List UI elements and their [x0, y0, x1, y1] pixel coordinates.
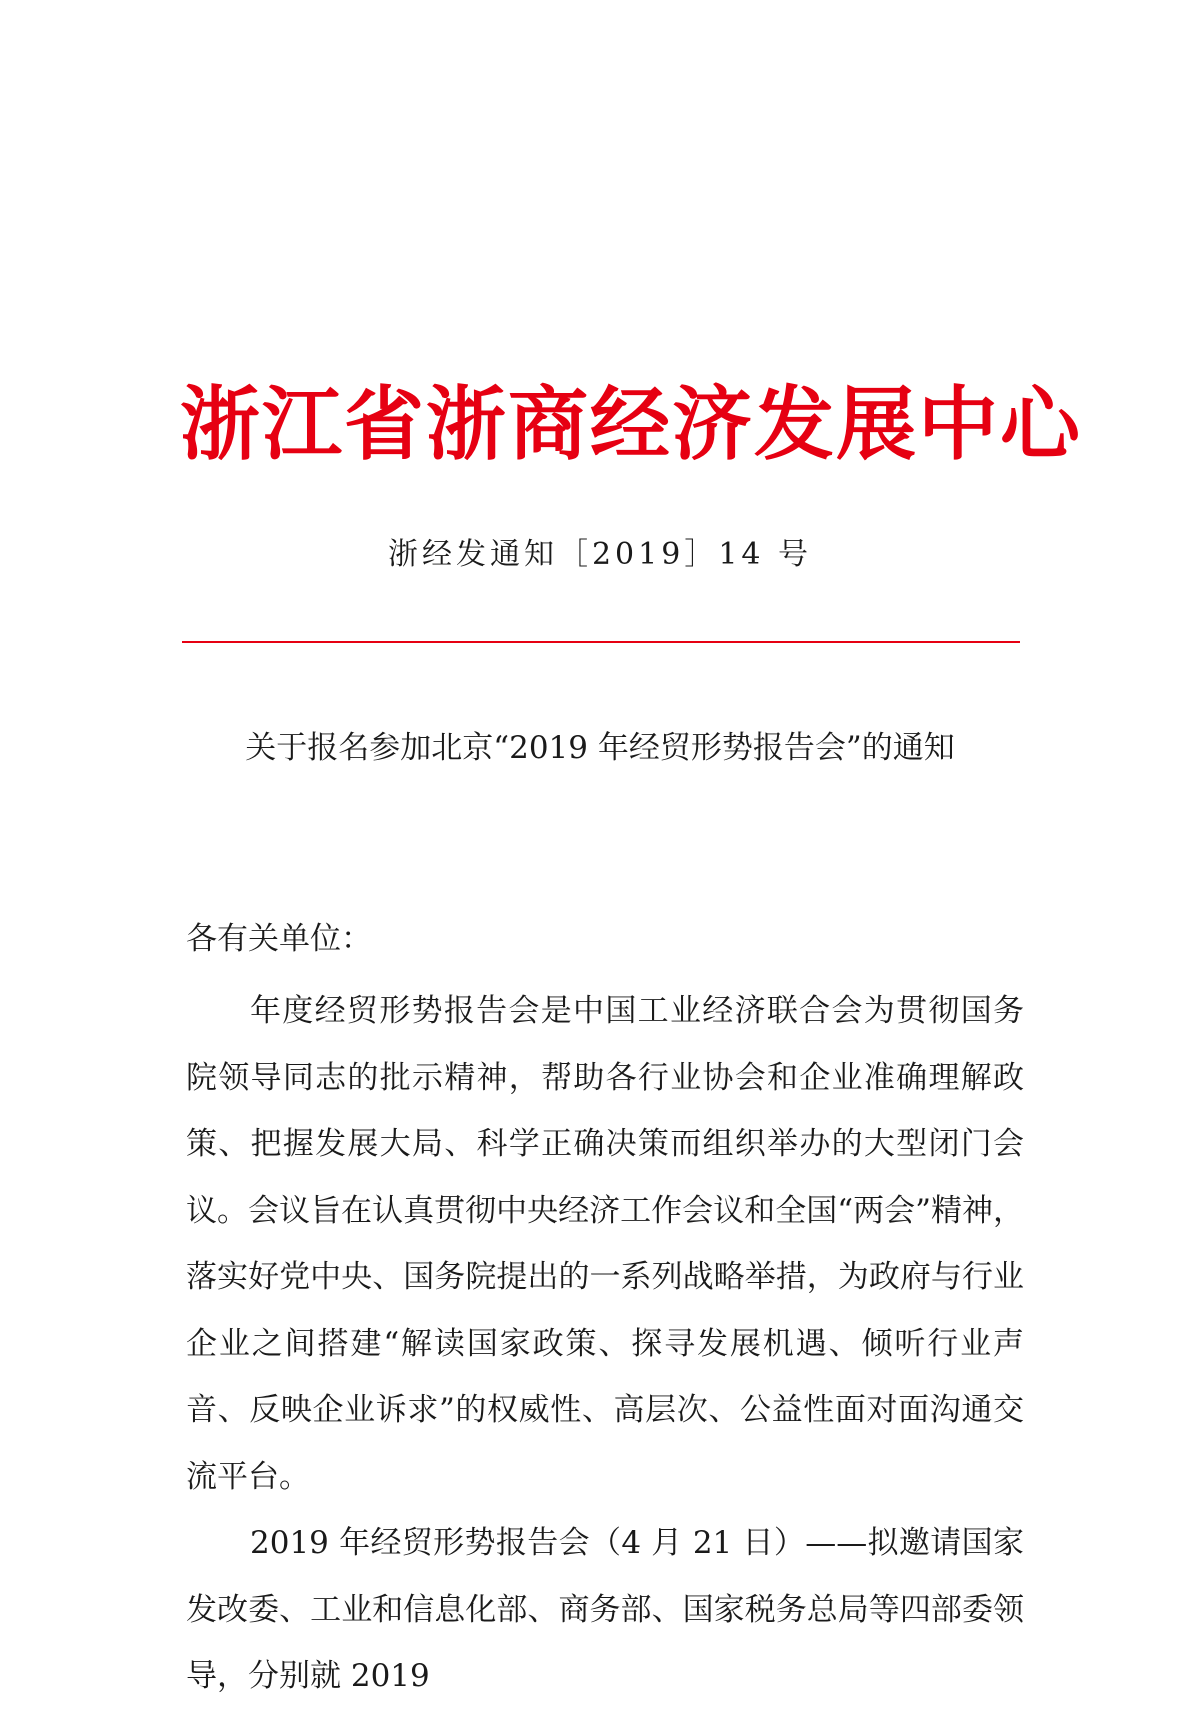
red-divider-line [182, 641, 1020, 643]
salutation: 各有关单位： [186, 921, 372, 957]
body-text [186, 978, 1024, 1710]
paragraph-2: 2019 年经贸形势报告会（4 月 21 日）——拟邀请国家发改委、工业和信息化部、商务部、国家税务总局等四部委领导，分别就 2019 [186, 1525, 1024, 1694]
document-number: 浙经发通知［2019］14 号 [387, 537, 813, 572]
paragraph-1: 年度经贸形势报告会是中国工业经济联合会为贯彻国务院领导同志的批示精神，帮助各行业协会和企业准确理解政策、把握发展大局、科学正确决策而组织举办的大型闭门会议。会议旨在认真贯彻中央经济工作会议和全国“两会”精神，落实好党中央、国务院提出的一系列战略举措，为政府与行业企业之间搭建“解读国家政策、探寻发展机遇、倾听行业声音、反映企业诉求”的权威性、高层次、公益性面对面沟通交流平台。 [186, 993, 1024, 1495]
notice-title: 关于报名参加北京“2019 年经贸形势报告会”的通知 [245, 730, 955, 766]
org-title: 浙江省浙商经济发展中心 [180, 378, 1082, 471]
